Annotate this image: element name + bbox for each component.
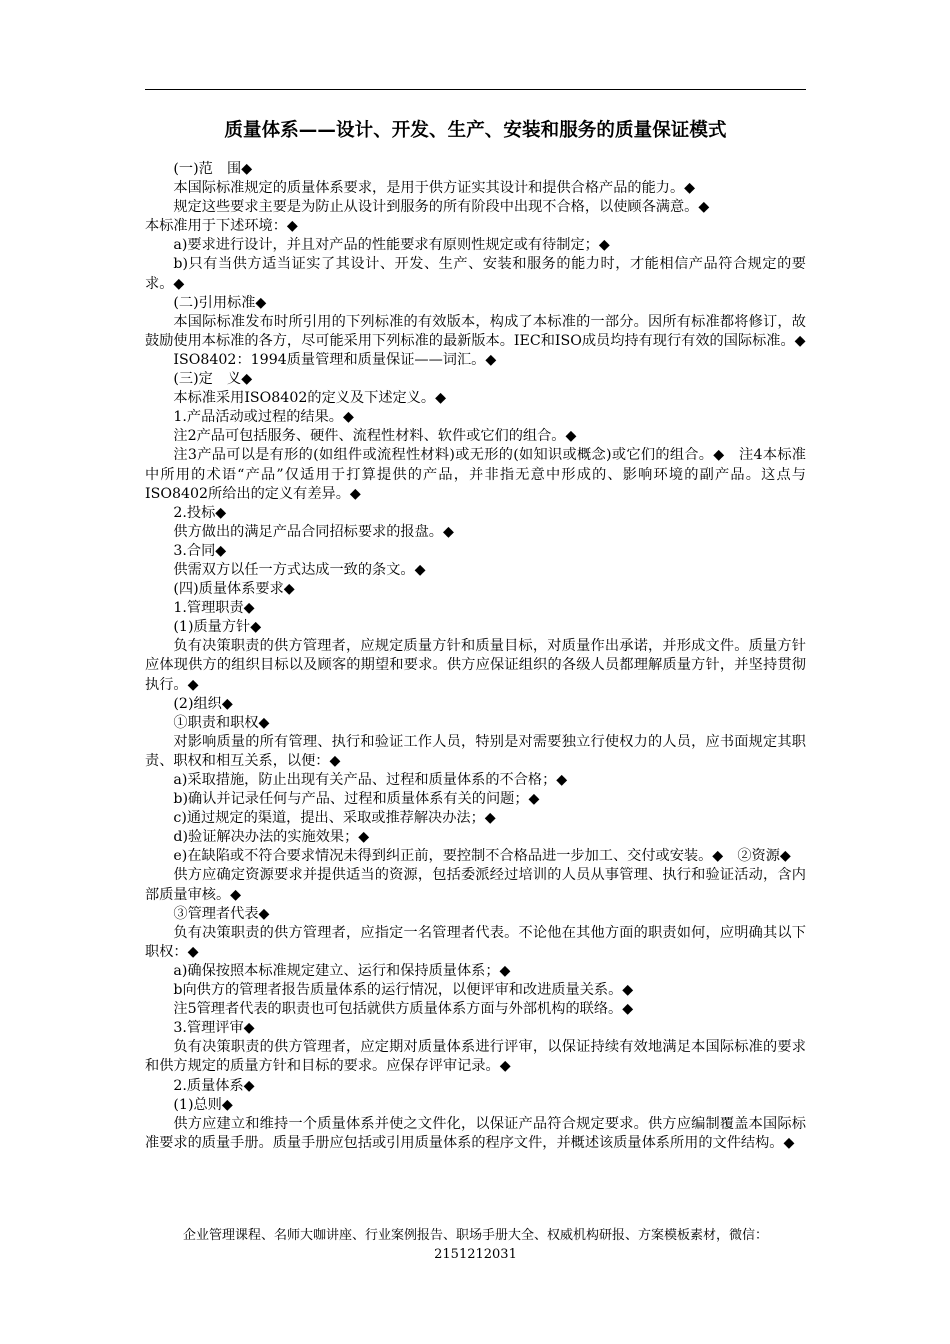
paragraph: b向供方的管理者报告质量体系的运行情况，以便评审和改进质量关系。◆: [173, 982, 634, 999]
paragraph: b)确认并记录任何与产品、过程和质量体系有关的问题；◆: [173, 791, 540, 808]
paragraph: 供方应建立和维持一个质量体系并使之文件化，以保证产品符合规定要求。供方应编制覆盖本国际标准要求的质量手册。质量手册应包括或引用质量体系的程序文件，并概述该质量体系所用的文件结构。◆: [145, 1115, 806, 1151]
paragraph: (四)质量体系要求◆: [173, 581, 295, 598]
paragraph: 1.管理职责◆: [173, 600, 255, 617]
paragraph: a)确保按照本标准规定建立、运行和保持质量体系；◆: [173, 962, 511, 979]
paragraph: 注2产品可包括服务、硬件、流程性材料、软件或它们的组合。◆: [173, 428, 577, 445]
paragraph: ①职责和职权◆: [173, 714, 270, 731]
paragraph: c)通过规定的渠道，提出、采取或推荐解决办法；◆: [173, 810, 496, 827]
paragraph: 负有决策职责的供方管理者，应定期对质量体系进行评审，以保证持续有效地满足本国际标准的要求和供方规定的质量方针和目标的要求。应保存评审记录。◆: [145, 1039, 806, 1075]
paragraph: (1)总则◆: [173, 1096, 233, 1113]
paragraph: 供需双方以任一方式达成一致的条文。◆: [173, 561, 426, 578]
header-rule: [145, 89, 806, 90]
paragraph: 本国际标准规定的质量体系要求，是用于供方证实其设计和提供合格产品的能力。◆: [173, 180, 696, 197]
paragraph: (二)引用标准◆: [173, 294, 267, 311]
paragraph: (一)范 围◆: [173, 161, 253, 177]
paragraph: (三)定 义◆: [173, 371, 253, 388]
paragraph: (2)组织◆: [173, 695, 233, 712]
paragraph: 注3产品可以是有形的(如组件或流程性材料)或无形的(如知识或概念)或它们的组合。◆ 注4本标准中所用的术语“产品”仅适用于打算提供的产品，并非指无意中形成的、影响环境的副产品。这点与ISO8402所给出的定义有差异。◆: [145, 447, 806, 502]
paragraph: d)验证解决办法的实施效果；◆: [173, 829, 370, 846]
paragraph: 2.投标◆: [173, 504, 227, 521]
paragraph: 负有决策职责的供方管理者，应规定质量方针和质量目标，对质量作出承诺，并形成文件。质量方针应体现供方的组织目标以及顾客的期望和要求。供方应保证组织的各级人员都理解质量方针，并坚持贯彻执行。◆: [145, 638, 806, 693]
paragraph: 1.产品活动或过程的结果。◆: [173, 409, 354, 426]
paragraph: 注5管理者代表的职责也可包括就供方质量体系方面与外部机构的联络。◆: [173, 1001, 634, 1018]
paragraph: ③管理者代表◆: [173, 905, 270, 922]
paragraph: a)采取措施，防止出现有关产品、过程和质量体系的不合格；◆: [173, 772, 568, 788]
footer: [145, 1226, 806, 1264]
paragraph: 供方做出的满足产品合同招标要求的报盘。◆: [173, 523, 454, 540]
footer-line: 企业管理课程、名师大咖讲座、行业案例报告、职场手册大全、权威机构研报、方案模板素材，微信：: [182, 1228, 768, 1243]
paragraph: 3.合同◆: [173, 542, 227, 559]
paragraph: ISO8402：1994质量管理和质量保证——词汇。◆: [173, 351, 497, 368]
paragraph: 3.管理评审◆: [173, 1020, 255, 1037]
paragraph: 本标准用于下述环境：◆: [145, 218, 298, 235]
paragraph: 本国际标准发布时所引用的下列标准的有效版本，构成了本标准的一部分。因所有标准都将修订，故鼓励使用本标准的各方，尽可能采用下列标准的最新版本。IEC和ISO成员均持有现行有效的国际标准。◆: [145, 313, 806, 349]
paragraph: a)要求进行设计，并且对产品的性能要求有原则性规定或有待制定；◆: [173, 237, 610, 254]
paragraph: 2.质量体系◆: [173, 1077, 255, 1094]
document-title: 质量体系——设计、开发、生产、安装和服务的质量保证模式: [224, 120, 727, 141]
paragraph: (1)质量方针◆: [173, 619, 262, 636]
paragraph: 供方应确定资源要求并提供适当的资源，包括委派经过培训的人员从事管理、执行和验证活动，含内部质量审核。◆: [145, 867, 806, 903]
document-body: [145, 160, 806, 1153]
paragraph: 规定这些要求主要是为防止从设计到服务的所有阶段中出现不合格，以使顾各满意。◆: [173, 199, 710, 216]
paragraph: 负有决策职责的供方管理者，应指定一名管理者代表。不论他在其他方面的职责如何，应明确其以下职权：◆: [145, 924, 806, 960]
paragraph: 对影响质量的所有管理、执行和验证工作人员，特别是对需要独立行使权力的人员，应书面规定其职责、职权和相互关系，以便：◆: [145, 733, 806, 769]
footer-line: 2151212031: [434, 1247, 517, 1262]
paragraph: 本标准采用ISO8402的定义及下述定义。◆: [173, 390, 446, 407]
paragraph: b)只有当供方适当证实了其设计、开发、生产、安装和服务的能力时，才能相信产品符合规定的要求。◆: [145, 256, 806, 292]
paragraph: e)在缺陷或不符合要求情况未得到纠正前，要控制不合格品进一步加工、交付或安装。◆ ②资源◆: [173, 848, 791, 865]
